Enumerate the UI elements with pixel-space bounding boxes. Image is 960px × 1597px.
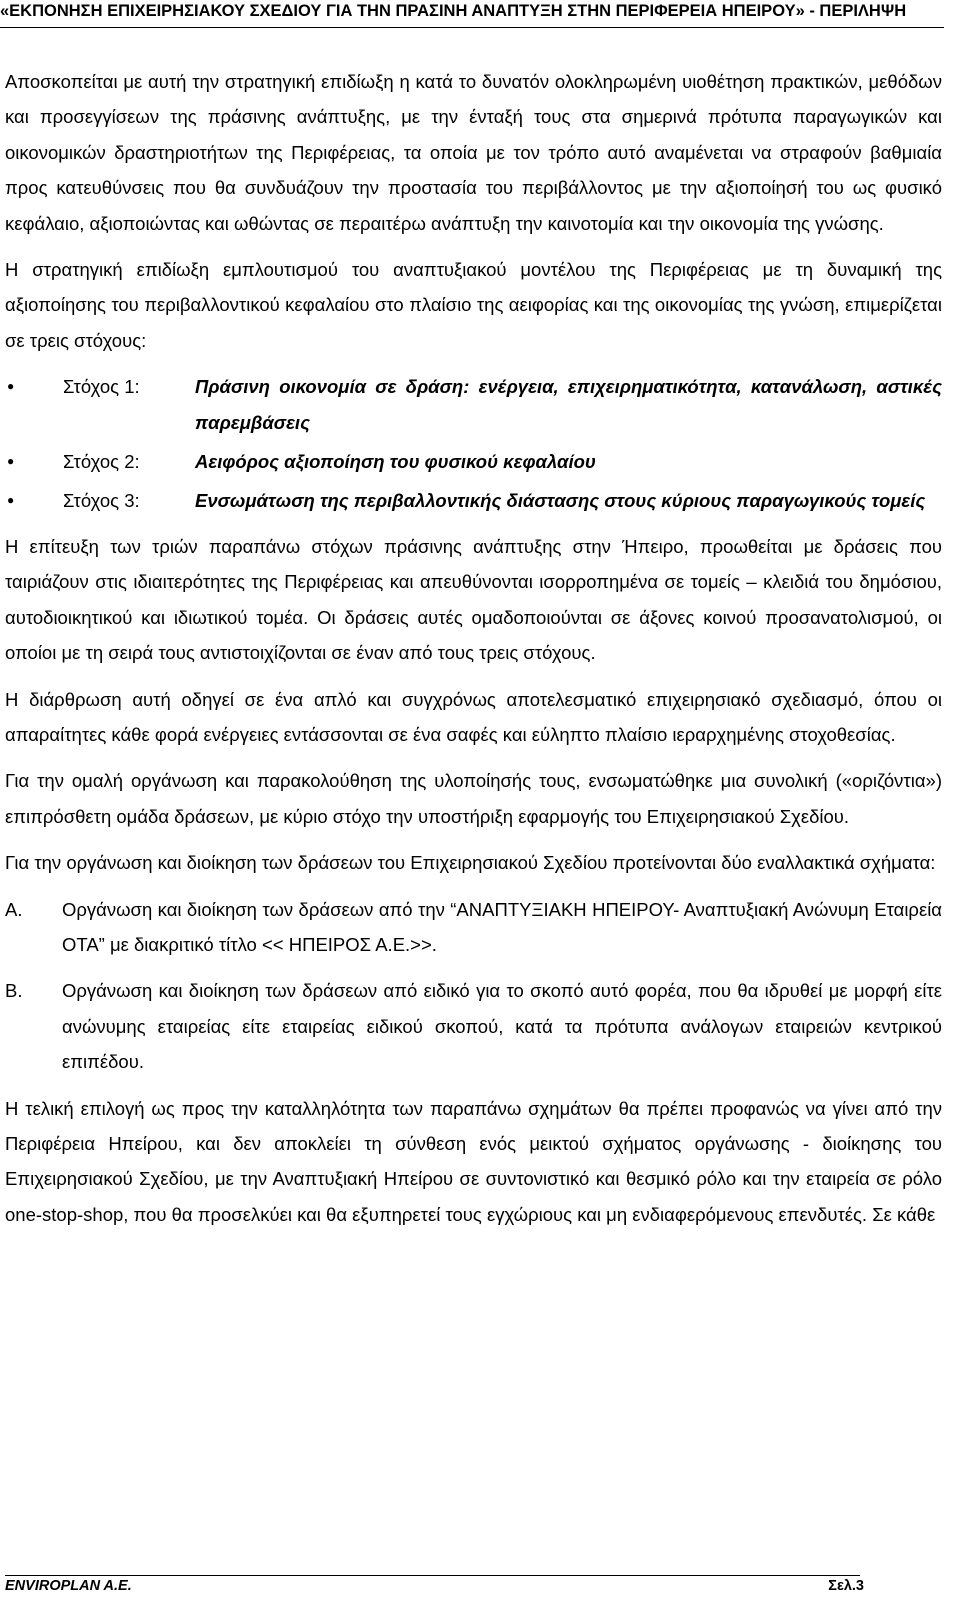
goals-list	[5, 369, 942, 519]
scheme-text: Οργάνωση και διοίκηση των δράσεων από ειδικό για το σκοπό αυτό φορέα, που θα ιδρυθεί με μορφή είτε ανώνυμης εταιρείας είτε εταιρείας ειδικού σκοπού, κατά τα πρότυπα ανάλογων εταιρειών κεντρικού επιπέδου.	[62, 980, 942, 1073]
footer-page-number: Σελ.3	[828, 1578, 864, 1594]
goal-item	[5, 369, 942, 440]
document-header: «ΕΚΠΟΝΗΣΗ ΕΠΙΧΕΙΡΗΣΙΑΚΟΥ ΣΧΕΔΙΟΥ ΓΙΑ ΤΗΝ ΠΡΑΣΙΝΗ ΑΝΑΠΤΥΞΗ ΣΤΗΝ ΠΕΡΙΦΕΡΕΙΑ ΗΠΕΙΡΟΥ» - ΠΕΡΙΛΗΨΗ	[0, 0, 944, 28]
paragraph: Αποσκοπείται με αυτή την στρατηγική επιδίωξη η κατά το δυνατόν ολοκληρωμένη υιοθέτηση πρακτικών, μεθόδων και προσεγγίσεων της πράσινης ανάπτυξης, με την ένταξή τους στα σημερινά πρότυπα παραγωγικών και οικονομικών δραστηριοτήτων της Περιφέρειας, τα οποία με τον τρόπο αυτό αναμένεται να στραφούν βαθμιαία προς κατευθύνσεις που θα συνδυάζουν την προστασία του περιβάλλοντος με την αξιοποίησή του ως φυσικό κεφάλαιο, αξιοποιώντας και ωθώντας σε περαιτέρω ανάπτυξη την καινοτομία και την οικονομία της γνώσης.	[5, 71, 942, 234]
goal-title: Αειφόρος αξιοποίηση του φυσικού κεφαλαίου	[195, 451, 596, 473]
paragraph: Για την ομαλή οργάνωση και παρακολούθηση της υλοποίησής τους, ενσωματώθηκε μια συνολική («οριζόντια») επιπρόσθετη ομάδα δράσεων, με κύριο στόχο την υποστήριξη εφαρμογής του Επιχειρησιακού Σχεδίου.	[5, 770, 942, 827]
scheme-text: Οργάνωση και διοίκηση των δράσεων από την “ΑΝΑΠΤΥΞΙΑΚΗ ΗΠΕΙΡΟΥ- Αναπτυξιακή Ανώνυμη Εταιρεία ΟΤΑ” με διακριτικό τίτλο << ΗΠΕΙΡΟΣ Α.Ε.>>.	[62, 898, 942, 955]
bullet-icon: ●	[7, 454, 15, 469]
bullet-icon: ●	[7, 379, 15, 394]
scheme-letter: Β.	[5, 980, 23, 1002]
goal-title: Ενσωμάτωση της περιβαλλοντικής διάστασης στους κύριους παραγωγικούς τομείς	[195, 490, 926, 512]
paragraph: Η επίτευξη των τριών παραπάνω στόχων πράσινης ανάπτυξης στην Ήπειρο, προωθείται με δράσεις που ταιριάζουν στις ιδιαιτερότητες της Περιφέρειας και απευθύνονται ισορροπημένα σε τομείς – κλειδιά του δημόσιου, αυτοδιοικητικού και ιδιωτικού τομέα. Οι δράσεις αυτές ομαδοποιούνται σε άξονες κοινού προσανατολισμού, οι οποίοι με τη σειρά τους αντιστοιχίζονται σε έναν από τους τρεις στόχους.	[5, 535, 942, 664]
goal-title: Πράσινη οικονομία σε δράση: ενέργεια, επιχειρηματικότητα, κατανάλωση, αστικές παρεμβάσεις	[195, 376, 942, 433]
bullet-icon: ●	[7, 493, 15, 508]
goal-label: Στόχος 3:	[63, 490, 140, 512]
scheme-letter: Α.	[5, 898, 23, 920]
scheme-item	[5, 892, 942, 963]
scheme-item	[5, 973, 942, 1079]
goal-label: Στόχος 1:	[63, 376, 140, 398]
footer-divider	[5, 1575, 860, 1576]
paragraph: Για την οργάνωση και διοίκηση των δράσεων του Επιχειρησιακού Σχεδίου προτείνονται δύο εναλλακτικά σχήματα:	[5, 852, 936, 874]
paragraph: Η διάρθρωση αυτή οδηγεί σε ένα απλό και συγχρόνως αποτελεσματικό επιχειρησιακό σχεδιασμό, όπου οι απαραίτητες κάθε φορά ενέργειες εντάσσονται σε ένα σαφές και εύληπτο πλαίσιο ιεραρχημένης στοχοθεσίας.	[5, 688, 942, 745]
goal-item	[5, 444, 942, 479]
goal-item	[5, 483, 942, 518]
goal-label: Στόχος 2:	[63, 451, 140, 473]
document-body	[5, 64, 942, 1243]
footer-company: ENVIROPLAN A.E.	[5, 1578, 132, 1594]
paragraph: Η στρατηγική επιδίωξη εμπλουτισμού του αναπτυξιακού μοντέλου της Περιφέρειας με τη δυναμική της αξιοποίησης του περιβαλλοντικού κεφαλαίου στο πλαίσιο της αειφορίας και της οικονομίας της γνώση, επιμερίζεται σε τρεις στόχους:	[5, 259, 942, 351]
paragraph: Η τελική επιλογή ως προς την καταλληλότητα των παραπάνω σχημάτων θα πρέπει προφανώς να γίνει από την Περιφέρεια Ηπείρου, και δεν αποκλείει τη σύνθεση ενός μεικτού σχήματος οργάνωσης - διοίκησης του Επιχειρησιακού Σχεδίου, με την Αναπτυξιακή Ηπείρου σε συντονιστικό και θεσμικό ρόλο και την εταιρεία σε ρόλο one-stop-shop, που θα προσελκύει και θα εξυπηρετεί τους εγχώριους και μη ενδιαφερόμενους επενδυτές. Σε κάθε	[5, 1097, 942, 1225]
